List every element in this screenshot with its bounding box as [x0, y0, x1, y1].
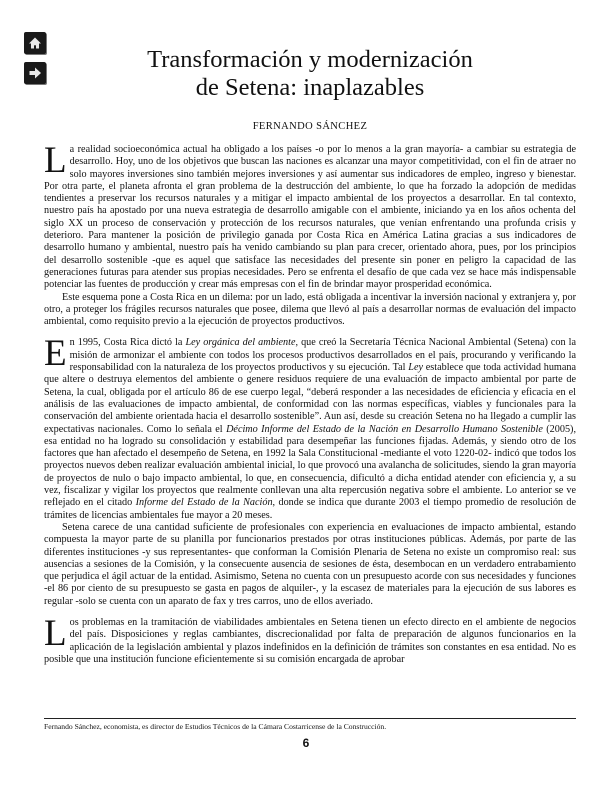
paragraph-text: os problemas en la tramitación de viabilidades ambientales en Setena tienen un efecto directo en el ambiente de negocios del país. Disposiciones y reglas cambiantes, discrecionalidad por falta de preparación de algunos funcionarios en la aplicación de la legislación ambiental y plazos indefinidos en la definición de trámites son constantes en esa entidad. No es posible que una institución funcione eficientemente si su comisión encargada de aprobar	[44, 616, 576, 665]
title-line-2: de Setena: inaplazables	[195, 74, 425, 101]
report-title: Décimo Informe del Estado de la Nación en Desarrollo Humano Sostenible	[226, 423, 543, 435]
footnote: Fernando Sánchez, economista, es director de Estudios Técnicos de la Cámara Costarricense de la Construcción.	[44, 722, 387, 731]
paragraph-text: n 1995, Costa Rica dictó la	[69, 337, 186, 349]
article-title	[60, 46, 560, 102]
law-name: Ley	[408, 362, 423, 374]
article-body	[44, 140, 577, 666]
paragraph	[44, 612, 576, 666]
paragraph-text: establece que toda actividad humana que altere o destruya elementos del ambiente o genere residuos requiere de una evaluación de impacto ambiental por parte de Setena, la cual, obligada por el artículo 86 de ese cuerpo legal, “deberá responder a las necesidades de eficiencia y eficacia en el análisis de las evaluaciones de impacto ambiental, de conformidad con las normas específicas, viables y funcionales para la conservación del ambiente orientada hacia el desarrollo sostenible”. Aun así, desde su creación Setena no ha llegado a cumplir las expectativas nacionales. Como lo señala el	[44, 362, 576, 435]
home-icon	[28, 36, 42, 50]
paragraph: Setena carece de una cantidad suficiente de profesionales con experiencia en evaluaciones de impacto ambiental, estando compuesta la mayor parte de su planilla por funcionarios prestados por otras instituciones públicas. Además, por parte de las diferentes instituciones -y sus representantes- que conforman la Comisión Plenaria de Setena no existe un compromiso real: sus ausencias a sesiones de la Comisión, y la consecuente ausencia de sesiones de ésta, desembocan en un verdadero entrabamiento que perjudica el ágil actuar de la entidad. Asimismo, Setena no cuenta con un presupuesto acorde con sus necesidades y funciones -el 86 por ciento de su presupuesto se gasta en pagos de alquiler-, y la escasez de materiales para la ejecución de sus labores es regular -solo se cuenta con un aparato de fax y tres carros, uno de ellos averiado.	[44, 521, 576, 607]
paragraph-text: , que creó la Secretaría Técnica Nacional Ambiental (Setena) con la misión de armonizar el ambiente con todos los procesos productivos desarrollados en el país, procurando y verificando la responsabilidad con la naturaleza de los proyectos productivos y su ejecución. Tal	[69, 337, 577, 374]
home-button[interactable]	[24, 32, 46, 54]
next-page-button[interactable]	[24, 62, 46, 84]
drop-cap: E	[44, 333, 67, 375]
drop-cap: L	[44, 612, 67, 654]
paragraph-text: a realidad socioeconómica actual ha obligado a los países -o por lo menos a la gran mayoría- a cambiar su estrategia de desarrollo. Hoy, uno de los objetivos que buscan las naciones es alcanzar una mayor competitividad, con el fin de atraer no solo mayores inversiones sino también mejores inversiones y así aumentar sus indicadores de empleo, ingreso y bienestar. Por otra parte, el planeta afronta el gran problema de la destrucción del ambiente, lo que ha forzado la adopción de medidas tendientes a preservar los recursos naturales y a mitigar el impacto ambiental de los proyectos a desarrollar. En tal contexto, nuestro país ha apostado por una nueva estrategia de desarrollo amigable con el ambiente, iniciando ya en los años ochenta del siglo XX un proceso de conservación y protección de los recursos naturales, que venían enfrentando una profunda crisis y deterioro. Para mantener la posición de privilegio ganada por Costa Rica en América Latina gracias a sus indicadores de desarrollo humano y ambiental, nuestro país ha venido cambiando su plan para crecer, orientado ahora, pues, por los principios del desarrollo sostenible -que es aquel que satisface las necesidades del presente sin poner en peligro la capacidad de las generaciones futuras para atender sus propias necesidades. Pero se enfrenta el desafío de que cada vez se hace más indispensable potenciar las fuentes de producción y crear más empresas con el fin de brindar mayor prosperidad económica.	[44, 144, 576, 291]
footnote-divider	[44, 718, 576, 719]
law-title: Ley orgánica del ambiente	[185, 337, 296, 349]
report-title: Informe del Estado de la Nación	[135, 497, 273, 509]
page-number: 6	[302, 736, 310, 750]
title-line-1: Transformación y modernización	[147, 46, 473, 73]
arrow-right-icon	[28, 66, 42, 80]
paragraph	[44, 140, 576, 292]
paragraph-text: (2005), esa entidad no ha logrado su consolidación y estabilidad para desempeñar las funciones fijadas. Además, y siendo otro de los factores que han afectado el desempeño de Setena, en 1992 la Sala Constitucional -mediante el voto 1220-02- indicó que todos los proyectos nuevos deben realizar evaluación ambiental inicial, lo que provocó una avalancha de solicitudes, siendo la gran mayoría de proyectos de nulo o bajo impacto ambiental, lo que, en consecuencia, dificultó a dicha entidad atender con eficiencia y, a su vez, fiscalizar y vigilar los proyectos que realmente conllevan una alta repercusión negativa sobre el ambiente. Lo anterior se ve reflejado en el citado	[44, 423, 576, 509]
paragraph	[44, 333, 577, 521]
paragraph: Este esquema pone a Costa Rica en un dilema: por un lado, está obligada a incentivar la inversión nacional y extranjera y, por otro, a proteger los frágiles recursos naturales que posee, dilema que llevó al país a desarrollar normas de evaluación del impacto ambiental, como requisito previo a la ejecución de proyectos productivos.	[44, 291, 576, 328]
author-name: FERNANDO SÁNCHEZ	[252, 121, 368, 132]
paragraph-text: , donde se indica que durante 2003 el tiempo promedio de resolución de trámites de licencias ambientales fue mayor a 20 meses.	[44, 497, 577, 521]
drop-cap: L	[44, 140, 67, 181]
